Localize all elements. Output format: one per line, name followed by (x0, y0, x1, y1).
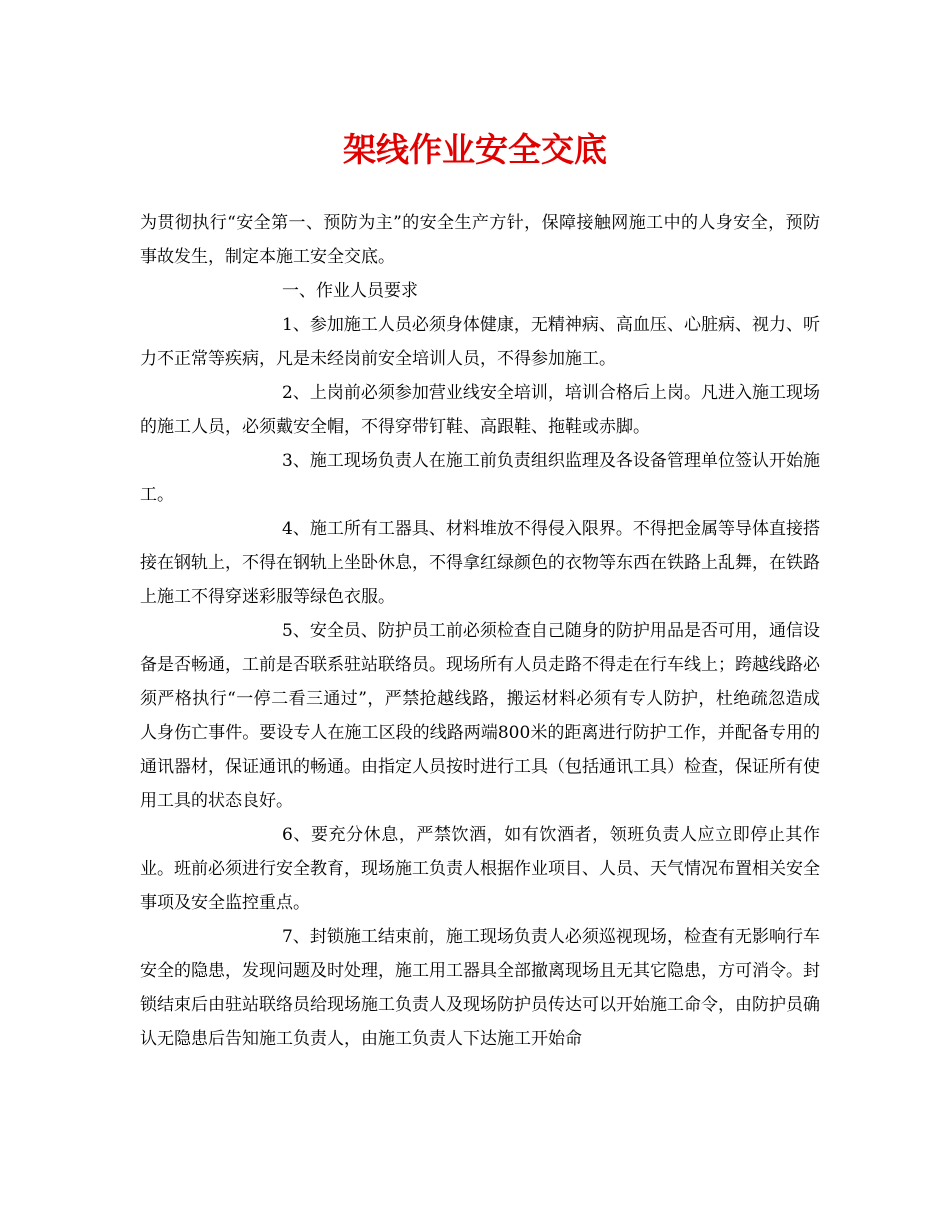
list-item: 6、要充分休息，严禁饮酒，如有饮酒者，领班负责人应立即停止其作业。班前必须进行安全教育，现场施工负责人根据作业项目、人员、天气情况布置相关安全事项及安全监控重点。 (140, 825, 820, 913)
document-body (140, 206, 820, 1056)
list-item: 5、安全员、防护员工前必须检查自己随身的防护用品是否可用，通信设备是否畅通，工前是否联系驻站联络员。现场所有人员走路不得走在行车线上；跨越线路必须严格执行“一停二看三通过”，严禁抢越线路，搬运材料必须有专人防护，杜绝疏忽造成人身伤亡事件。要设专人在施工区段的线路两端800米的距离进行防护工作，并配备专用的通讯器材，保证通讯的畅通。由指定人员按时进行工具（包括通讯工具）检查，保证所有使用工具的状态良好。 (140, 621, 820, 811)
list-item: 7、封锁施工结束前，施工现场负责人必须巡视现场，检查有无影响行车安全的隐患，发现问题及时处理，施工用工器具全部撤离现场且无其它隐患，方可消令。封锁结束后由驻站联络员给现场施工负责人及现场防护员传达可以开始施工命令，由防护员确认无隐患后告知施工负责人，由施工负责人下达施工开始命 (140, 927, 820, 1049)
list-item: 1、参加施工人员必须身体健康，无精神病、高血压、心脏病、视力、听力不正常等疾病，凡是未经岗前安全培训人员，不得参加施工。 (140, 315, 820, 369)
list-item: 4、施工所有工器具、材料堆放不得侵入限界。不得把金属等导体直接搭接在钢轨上，不得在钢轨上坐卧休息，不得拿红绿颜色的衣物等东西在铁路上乱舞，在铁路上施工不得穿迷彩服等绿色衣服。 (140, 519, 820, 607)
list-item: 3、施工现场负责人在施工前负责组织监理及各设备管理单位签认开始施工。 (140, 451, 820, 505)
section-heading: 一、作业人员要求 (282, 281, 418, 301)
intro-paragraph: 为贯彻执行“安全第一、预防为主”的安全生产方针，保障接触网施工中的人身安全，预防事故发生，制定本施工安全交底。 (140, 213, 820, 267)
document-title: 架线作业安全交底 (343, 130, 607, 169)
list-item: 2、上岗前必须参加营业线安全培训，培训合格后上岗。凡进入施工现场的施工人员，必须戴安全帽，不得穿带钉鞋、高跟鞋、拖鞋或赤脚。 (140, 383, 820, 437)
